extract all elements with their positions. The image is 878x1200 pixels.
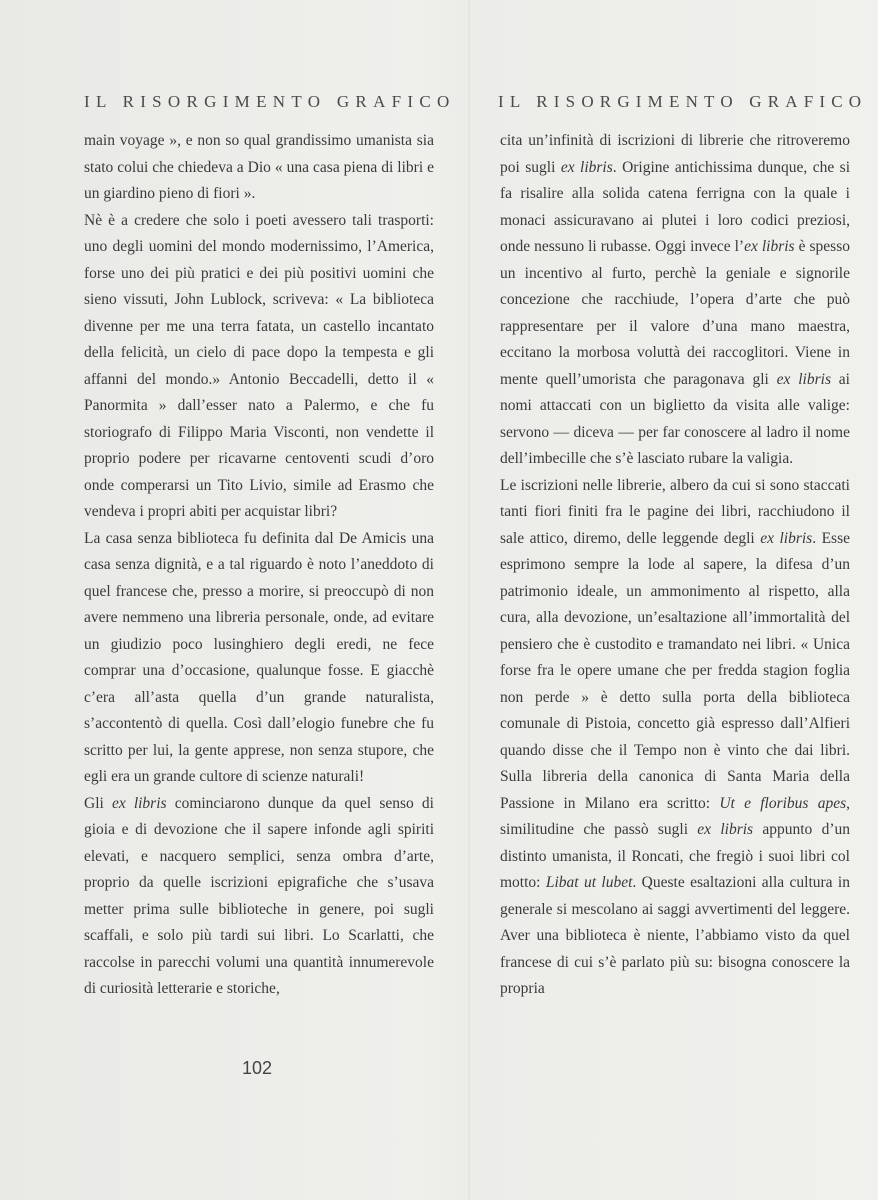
text-run: cominciarono dunque da quel senso di gioia e di devozione che il sapere infonde agli spiriti elevati, e nacquero semplici, senza ombra d’arte, proprio da quelle iscrizioni epigrafiche che s’usava metter prima sulle biblioteche in genere, poi sugli scaffali, e solo più tardi sui libri. Lo Scarlatti, che raccolse in parecchi volumi una quantità innumerevole di curiosità letterarie e storiche,	[84, 794, 434, 997]
paragraph	[500, 473, 850, 1003]
italic-text: ex libris	[697, 821, 754, 838]
running-head-left: IL RISORGIMENTO GRAFICO	[84, 92, 456, 111]
left-column-text	[84, 128, 434, 1003]
text-run: La casa senza biblioteca fu definita dal De Amicis una casa senza dignità, e a tal riguardo è noto l’aneddoto di quel francese che, presso a morire, si preoccupò di non avere nemmeno una libreria personale, onde, ad evitare un giudizio poco lusinghiero degli eredi, ne fece comprar una d’occasione, qualunque fosse. E giacchè c’era all’asta quella d’un grande naturalista, s’accontentò di quella. Così dall’elogio funebre che fu scritto per lui, la gente apprese, non senza stupore, che egli era un grande cultore di scienze naturali!	[84, 529, 434, 785]
running-head-right: IL RISORGIMENTO GRAFICO	[498, 92, 868, 111]
italic-text: Ut e floribus apes	[719, 794, 847, 812]
text-run: appunto d’un distinto umanista, il Roncati, che fregiò i suoi libri col motto:	[500, 821, 850, 891]
text-run: è spesso un incentivo al furto, perchè la geniale e signorile concezione che racchiude, l’opera d’arte che può rappresentare per il valore d’una mano maestra, eccitano la morbosa voluttà dei raccoglitori. Viene in mente quell’umorista che paragonava gli	[500, 238, 850, 388]
text-run: . Origine antichissima dunque, che si fa risalire alla solida catena ferrigna con la quale i monaci assicuravano ai plutei i loro codici preziosi, onde nessuno li rubasse. Oggi invece l’	[500, 158, 851, 255]
italic-text: ex libris	[744, 238, 795, 255]
text-run: Nè è a credere che solo i poeti avessero tali trasporti: uno degli uomini del mondo modernissimo, l’America, forse uno dei più pratici e dei più positivi uomini che sieno vissuti, John Lublock, scriveva: « La biblioteca divenne per me una terra fatata, un castello incantato della felicità, un cielo di pace dopo la tempesta e gli affanni del mondo.» Antonio Beccadelli, detto il « Panormita » dall’esser nato a Palermo, e che fu storiografo di Filippo Maria Visconti, non vendette il proprio podere per ricavarne centoventi scudi d’oro onde comperarsi un Tito Livio, simile ad Erasmo che vendeva i propri abiti per acquistar libri?	[84, 211, 434, 520]
right-column-text	[500, 128, 850, 1003]
italic-text: ex libris	[760, 529, 813, 547]
text-run: . Esse esprimono sempre la lode al sapere, la difesa d’un patrimonio ideale, un ammonimento al rispetto, alla cura, alla devozione, un’esaltazione all’immortalità del pensiero che è custodito e tramandato nei libri. « Unica forse fra le opere umane che per fredda stagion foglia non perde » è detto sulla porta della biblioteca comunale di Pistoia, concetto già espresso dall’Alfieri quando disse che il Tempo non è vinto che dai libri. Sulla libreria della canonica di Santa Maria della Passione in Milano era scritto:	[500, 529, 850, 812]
text-run: Le iscrizioni nelle librerie, albero da cui si sono staccati tanti fiori finiti fra le pagine dei libri, racchiudono il sale attico, diremo, delle leggende degli	[500, 476, 850, 547]
text-run: cita un’infinità di iscrizioni di librerie che ritroveremo poi sugli	[500, 132, 850, 176]
paragraph	[84, 526, 434, 791]
paragraph	[84, 791, 434, 1003]
italic-text: ex libris	[560, 158, 613, 176]
italic-text: ex libris	[111, 794, 167, 812]
text-run: . Queste esaltazioni alla cultura in generale si mescolano ai saggi avvertimenti del leggere. Aver una biblioteca è niente, l’abbiamo visto da quel francese di cui s’è parlato più su: bisogna conoscere la propria	[500, 874, 850, 997]
paragraph	[84, 128, 434, 208]
text-run: Gli	[84, 794, 112, 812]
spine-shadow	[468, 0, 470, 1200]
italic-text: Libat ut lubet	[545, 874, 633, 891]
paragraph	[500, 128, 850, 473]
page-number: 102	[241, 1058, 273, 1078]
paragraph	[84, 208, 434, 526]
text-run: ai nomi attaccati con un biglietto da visita alle valige: servono — diceva — per far conoscere al ladro il nome dell’imbecille che s’è lasciato rubare la valigia.	[500, 370, 850, 467]
text-run: main voyage », e non so qual grandissimo umanista sia stato colui che chiedeva a Dio « una casa piena di libri e un giardino pieno di fiori ».	[84, 132, 434, 202]
italic-text: ex libris	[776, 370, 831, 388]
text-run: , similitudine che passò sugli	[500, 794, 850, 838]
